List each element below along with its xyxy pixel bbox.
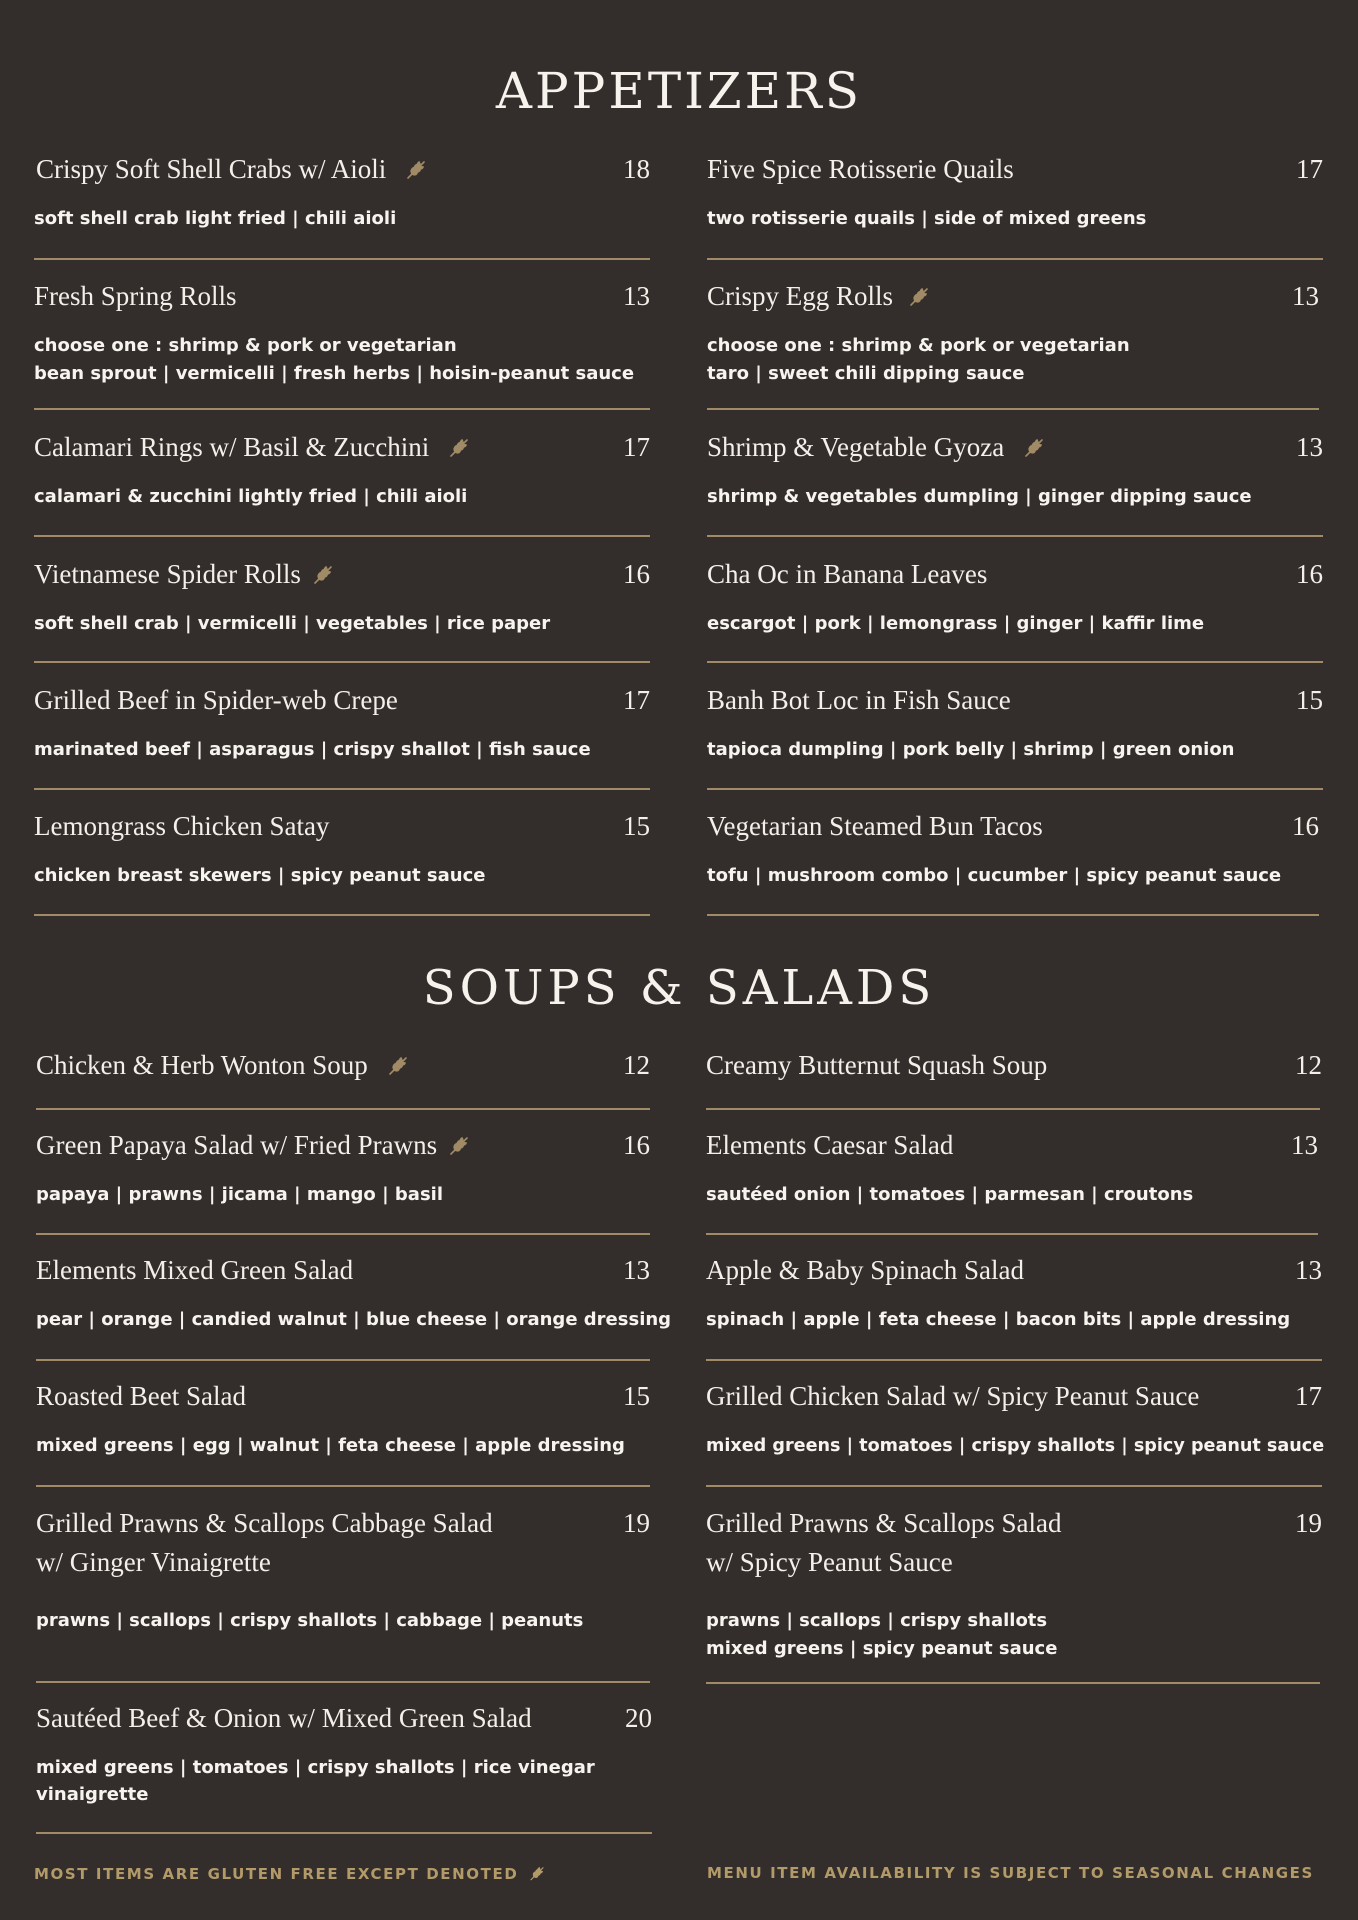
divider — [36, 1108, 650, 1110]
item-price: 13 — [1292, 281, 1319, 311]
item-description: prawns | scallops | crispy shallots | cabbage | peanuts — [36, 1610, 584, 1631]
item-description: calamari & zucchini lightly fried | chili aioli — [34, 486, 468, 507]
divider — [707, 535, 1323, 537]
item-name: Grilled Prawns & Scallops Salad — [706, 1508, 1062, 1538]
item-price: 12 — [1295, 1050, 1322, 1080]
item-price: 17 — [1295, 1381, 1322, 1411]
item-name: Calamari Rings w/ Basil & Zucchini — [34, 432, 430, 462]
item-name: Crispy Soft Shell Crabs w/ Aioli — [36, 154, 387, 184]
item-price: 17 — [623, 432, 650, 462]
divider — [34, 535, 650, 537]
item-name: Roasted Beet Salad — [36, 1381, 246, 1411]
menu-item — [706, 1251, 1322, 1361]
item-name: Crispy Egg Rolls — [707, 281, 894, 311]
menu-item — [34, 277, 650, 410]
item-description: mixed greens | tomatoes | crispy shallots | rice vinegar — [36, 1757, 595, 1778]
menu-item — [34, 807, 650, 916]
item-name: Lemongrass Chicken Satay — [34, 811, 330, 841]
menu-item — [707, 807, 1319, 916]
menu-item — [706, 1377, 1325, 1487]
menu-item — [34, 150, 650, 260]
divider — [34, 788, 650, 790]
item-price: 15 — [623, 1381, 650, 1411]
item-name: Green Papaya Salad w/ Fried Prawns — [36, 1130, 438, 1160]
menu-item — [36, 1251, 672, 1361]
menu-item — [34, 681, 650, 790]
menu-item — [34, 428, 650, 537]
item-description: prawns | scallops | crispy shallots — [706, 1610, 1048, 1631]
item-price: 16 — [1296, 559, 1323, 589]
divider — [36, 1233, 650, 1235]
item-price: 19 — [1295, 1508, 1322, 1538]
item-price: 16 — [623, 1130, 650, 1160]
item-price: 16 — [1292, 811, 1319, 841]
wheat-icon — [528, 1864, 546, 1882]
divider — [36, 1832, 652, 1834]
gluten-note-text: MOST ITEMS ARE GLUTEN FREE EXCEPT DENOTED — [34, 1865, 519, 1883]
item-price: 13 — [623, 1255, 650, 1285]
menu-item — [706, 1504, 1322, 1684]
wheat-icon — [907, 284, 931, 308]
menu-item — [707, 428, 1323, 537]
item-description: taro | sweet chili dipping sauce — [707, 363, 1025, 384]
divider — [707, 258, 1323, 260]
menu-item — [36, 1377, 650, 1487]
item-price: 13 — [1295, 1255, 1322, 1285]
menu-item — [706, 1126, 1318, 1235]
item-description: soft shell crab | vermicelli | vegetables | rice paper — [34, 613, 551, 634]
item-description: marinated beef | asparagus | crispy shallot | fish sauce — [34, 739, 591, 760]
wheat-icon — [1022, 435, 1046, 459]
item-name-line2: w/ Ginger Vinaigrette — [36, 1547, 271, 1577]
item-description: mixed greens | egg | walnut | feta cheese | apple dressing — [36, 1435, 625, 1456]
item-description: spinach | apple | feta cheese | bacon bits | apple dressing — [706, 1309, 1291, 1330]
menu-item — [36, 1126, 650, 1235]
item-price: 13 — [1291, 1130, 1318, 1160]
item-name: Grilled Prawns & Scallops Cabbage Salad — [36, 1508, 493, 1538]
menu-item — [707, 277, 1319, 410]
item-price: 17 — [1296, 154, 1323, 184]
divider — [706, 1359, 1322, 1361]
item-price: 18 — [623, 154, 650, 184]
item-description: shrimp & vegetables dumpling | ginger dipping sauce — [707, 486, 1252, 507]
item-price: 15 — [1296, 685, 1323, 715]
item-name: Elements Caesar Salad — [706, 1130, 954, 1160]
availability-note: MENU ITEM AVAILABILITY IS SUBJECT TO SEASONAL CHANGES — [707, 1864, 1314, 1882]
item-name: Cha Oc in Banana Leaves — [707, 559, 988, 589]
divider — [36, 1359, 650, 1361]
gluten-note — [34, 1864, 546, 1883]
item-price: 12 — [623, 1050, 650, 1080]
item-price: 16 — [623, 559, 650, 589]
item-name: Elements Mixed Green Salad — [36, 1255, 354, 1285]
item-description: mixed greens | spicy peanut sauce — [706, 1638, 1058, 1659]
menu-item — [707, 681, 1323, 790]
divider — [707, 408, 1319, 410]
item-name: Shrimp & Vegetable Gyoza — [707, 432, 1005, 462]
divider — [34, 258, 650, 260]
item-name: Banh Bot Loc in Fish Sauce — [707, 685, 1011, 715]
item-name: Creamy Butternut Squash Soup — [706, 1050, 1048, 1080]
item-name: Grilled Chicken Salad w/ Spicy Peanut Sauce — [706, 1381, 1200, 1411]
item-description: chicken breast skewers | spicy peanut sauce — [34, 865, 486, 886]
item-description: vinaigrette — [36, 1784, 149, 1805]
wheat-icon — [447, 1133, 471, 1157]
item-description: mixed greens | tomatoes | crispy shallots | spicy peanut sauce — [706, 1436, 1325, 1456]
wheat-icon — [386, 1053, 410, 1077]
divider — [707, 661, 1323, 663]
item-price: 13 — [1296, 432, 1323, 462]
appetizers-title: APPETIZERS — [495, 62, 863, 120]
divider — [706, 1233, 1318, 1235]
item-description: pear | orange | candied walnut | blue cheese | orange dressing — [36, 1309, 672, 1330]
divider — [706, 1682, 1320, 1684]
item-name: Vegetarian Steamed Bun Tacos — [707, 811, 1043, 841]
divider — [36, 1485, 650, 1487]
menu-item — [706, 1046, 1322, 1110]
item-description: tofu | mushroom combo | cucumber | spicy peanut sauce — [707, 865, 1282, 886]
item-name: Grilled Beef in Spider-web Crepe — [34, 685, 398, 715]
divider — [34, 661, 650, 663]
item-name: Chicken & Herb Wonton Soup — [36, 1050, 368, 1080]
menu-item — [34, 555, 650, 663]
divider — [707, 914, 1319, 916]
menu-item — [707, 555, 1323, 663]
item-description: papaya | prawns | jicama | mango | basil — [36, 1184, 443, 1205]
item-name: Apple & Baby Spinach Salad — [706, 1255, 1024, 1285]
item-description: choose one : shrimp & pork or vegetarian — [34, 335, 457, 356]
wheat-icon — [447, 435, 471, 459]
divider — [706, 1108, 1320, 1110]
divider — [36, 1681, 650, 1683]
item-name: Fresh Spring Rolls — [34, 281, 237, 311]
menu-item — [36, 1046, 650, 1110]
wheat-icon — [311, 562, 335, 586]
wheat-icon — [404, 157, 428, 181]
item-price: 20 — [625, 1703, 652, 1733]
divider — [707, 788, 1323, 790]
item-description: soft shell crab light fried | chili aioli — [34, 208, 397, 229]
soups-salads-title: SOUPS & SALADS — [422, 960, 936, 1016]
item-description: choose one : shrimp & pork or vegetarian — [707, 335, 1130, 356]
divider — [34, 914, 650, 916]
item-price: 15 — [623, 811, 650, 841]
menu-item — [707, 150, 1323, 260]
item-description: two rotisserie quails | side of mixed greens — [707, 208, 1147, 229]
menu-item — [36, 1504, 650, 1683]
item-name: Vietnamese Spider Rolls — [34, 559, 301, 589]
divider — [706, 1485, 1322, 1487]
item-price: 13 — [623, 281, 650, 311]
item-description: tapioca dumpling | pork belly | shrimp | green onion — [707, 739, 1235, 760]
item-description: sautéed onion | tomatoes | parmesan | croutons — [706, 1184, 1194, 1205]
item-price: 19 — [623, 1508, 650, 1538]
item-name: Sautéed Beef & Onion w/ Mixed Green Salad — [36, 1703, 532, 1733]
item-description: escargot | pork | lemongrass | ginger | kaffir lime — [707, 613, 1205, 634]
item-description: bean sprout | vermicelli | fresh herbs | hoisin-peanut sauce — [34, 363, 635, 384]
menu-item — [36, 1699, 652, 1834]
item-name-line2: w/ Spicy Peanut Sauce — [706, 1547, 953, 1577]
item-price: 17 — [623, 685, 650, 715]
item-name: Five Spice Rotisserie Quails — [707, 154, 1014, 184]
divider — [34, 408, 650, 410]
